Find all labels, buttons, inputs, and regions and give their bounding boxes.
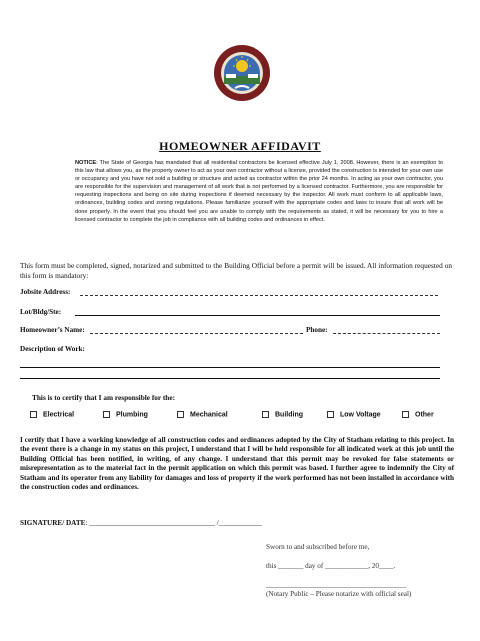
homeowner-field[interactable] xyxy=(90,333,303,334)
certify-heading: This is to certify that I am responsible for the: xyxy=(32,393,176,402)
notice-label: NOTICE xyxy=(75,160,97,166)
checkbox-icon[interactable] xyxy=(327,411,334,418)
check-building[interactable]: Building xyxy=(262,411,303,418)
check-plumbing[interactable]: Plumbing xyxy=(103,411,148,418)
check-other[interactable]: Other xyxy=(402,411,434,418)
phone-label: Phone: xyxy=(306,326,328,334)
description-line-1[interactable] xyxy=(20,367,440,368)
check-mechanical[interactable]: Mechanical xyxy=(177,411,228,418)
city-seal-logo xyxy=(213,44,271,102)
notary-signature-line[interactable]: _______________________________________ xyxy=(266,581,407,589)
lot-field[interactable] xyxy=(75,315,440,316)
description-label: Description of Work: xyxy=(20,345,85,353)
intro-paragraph: This form must be completed, signed, notarized and submitted to the Building Official before a permit will be issued. All information requested on this form is mandatory: xyxy=(20,261,452,280)
page-title: HOMEOWNER AFFIDAVIT xyxy=(159,139,321,153)
phone-field[interactable] xyxy=(333,333,440,334)
signature-row[interactable] xyxy=(20,519,262,527)
homeowner-label: Homeowner’s Name: xyxy=(20,326,85,334)
certification-statement: I certify that I have a working knowledge of all construction codes and ordinances adopted by the City of Statham relating to this project. In the event there is a change in my status on this project, I understand that I will be held responsible for all indicated work at this job until the Building Official has been notified, in writing, of any change. I understand that this permit may be revoked for false statements or misrepresentation as to the material fact in the permit application on which this permit was based. I further agree to indemnify the City of Statham and its operator from any liability for damages and loss of property if the work performed has not been installed in accordance with the construction codes and ordinances. xyxy=(20,436,454,492)
checkbox-icon[interactable] xyxy=(103,411,110,418)
notice-paragraph xyxy=(75,159,443,224)
notary-line-2[interactable]: this _______ day of ____________, 20____. xyxy=(266,562,396,570)
jobsite-label: Jobsite Address: xyxy=(20,288,71,296)
jobsite-field[interactable] xyxy=(80,295,438,296)
notice-text: : The State of Georgia has mandated that all residential contractors be licensed effective July 1, 2008. However, there is an exemption to this law that allows you, as the property owner to act as your own contractor without a license, provided the construction is intended for your own use or occupancy and you have not sold a building or structure and acted as contractor within the prior 24 months. In acting as your own contractor, you are responsible for the supervision and management of all work that is not performed by a licensed contractor. Furthermore, you are responsible for requesting inspections and being on site during inspections if deemed necessary by the inspector. All work must conform to all applicable laws, ordinances, building codes and zoning regulations. Please familiarize yourself with the appropriate codes and laws to insure that all work will be done properly. In the event that you should feel you are unable to comply with the requirements as stated, it will be necessary for you to hire a licensed contractor to complete the job in compliance with all building codes and ordinances in effect. xyxy=(75,160,443,223)
checkbox-icon[interactable] xyxy=(402,411,409,418)
signature-line[interactable]: : ___________________________________ /____________ xyxy=(85,519,262,527)
signature-label: SIGNATURE/ DATE xyxy=(20,519,86,527)
notary-line-1: Sworn to and subscribed before me, xyxy=(266,543,370,551)
checkbox-icon[interactable] xyxy=(262,411,269,418)
lot-label: Lot/Bldg/Ste: xyxy=(20,308,62,316)
check-electrical[interactable]: Electrical xyxy=(30,411,74,418)
checkbox-icon[interactable] xyxy=(30,411,37,418)
check-low-voltage[interactable]: Low Voltage xyxy=(327,411,381,418)
checkbox-icon[interactable] xyxy=(177,411,184,418)
notary-note: (Notary Public – Please notarize with official seal) xyxy=(266,590,412,598)
description-line-2[interactable] xyxy=(20,378,440,379)
